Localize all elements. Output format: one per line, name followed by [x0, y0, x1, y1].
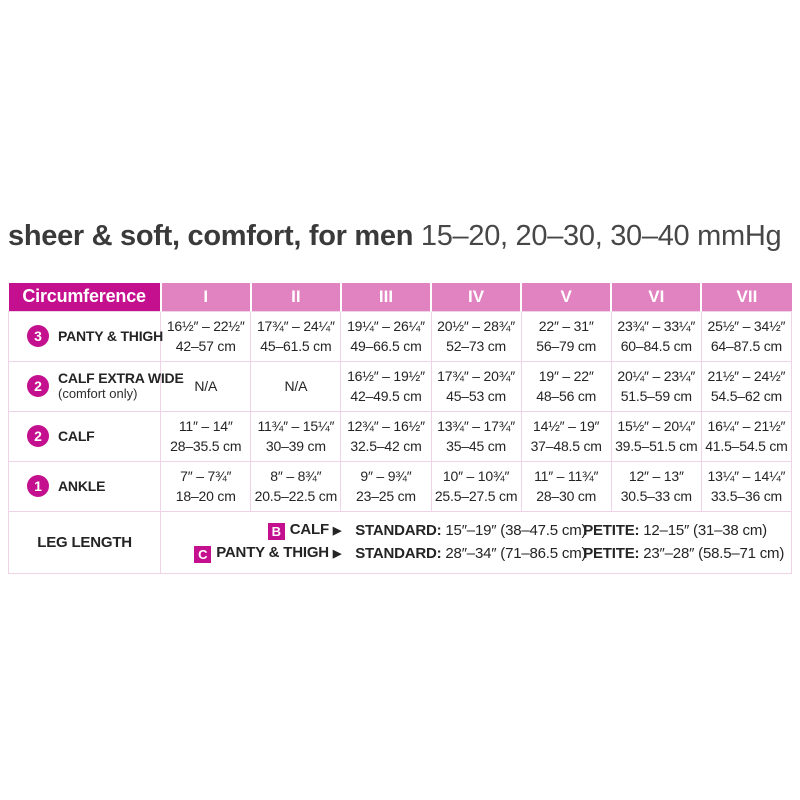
- inch-range: 13¼″ – 14¼″: [707, 467, 786, 484]
- header-col-5: V: [521, 283, 611, 311]
- cm-range: 30.5–33 cm: [620, 488, 692, 504]
- cm-range: 20.5–22.5 cm: [254, 488, 338, 504]
- size-cell: [251, 361, 341, 411]
- inch-range: N/A: [194, 377, 218, 394]
- standard-label: STANDARD:: [355, 522, 442, 539]
- size-cell: [341, 361, 431, 411]
- row-calf: [9, 411, 792, 461]
- size-cell: [431, 411, 521, 461]
- product-name: sheer & soft, comfort, for men: [8, 220, 414, 252]
- cm-range: 32.5–42 cm: [350, 438, 422, 454]
- size-cell: [701, 461, 791, 511]
- size-cell: [341, 461, 431, 511]
- arrow-right-icon: ▶: [332, 525, 342, 537]
- size-cell: [251, 411, 341, 461]
- calf-petite: [569, 522, 785, 539]
- cm-range: 28–30 cm: [536, 488, 597, 504]
- header-col-2: II: [251, 283, 341, 311]
- inch-range: 7″ – 7¾″: [180, 467, 232, 484]
- calf-name: CALF: [289, 521, 329, 538]
- row-calf-extra-wide: [9, 361, 792, 411]
- leg-length-cell: [161, 511, 792, 573]
- row-label-cell: [9, 361, 184, 411]
- header-col-3: III: [341, 283, 431, 311]
- size-cell: [341, 311, 431, 361]
- inch-range: 12″ – 13″: [628, 467, 684, 484]
- leg-length-calf-line: [161, 521, 785, 540]
- cm-range: 56–79 cm: [536, 338, 597, 354]
- cm-range: 64–87.5 cm: [710, 338, 782, 354]
- badge-1-icon: 1: [27, 475, 49, 497]
- cm-range: 18–20 cm: [175, 488, 236, 504]
- page-title: [8, 220, 798, 253]
- cm-range: 51.5–59 cm: [620, 388, 692, 404]
- inch-range: 15½″ – 20¼″: [617, 417, 696, 434]
- row-label-cell: [9, 411, 161, 461]
- inch-range: 9″ – 9¾″: [360, 467, 412, 484]
- size-cell: [161, 311, 251, 361]
- size-cell: [251, 461, 341, 511]
- size-cell: [431, 311, 521, 361]
- leg-length-calf-name: [161, 521, 341, 540]
- cm-range: 42–49.5 cm: [350, 388, 422, 404]
- badge-2-icon: 2: [27, 425, 49, 447]
- cm-range: 30–39 cm: [265, 438, 326, 454]
- cm-range: 48–56 cm: [536, 388, 597, 404]
- standard-value: 28″–34″ (71–86.5 cm): [445, 545, 587, 562]
- cm-range: 23–25 cm: [356, 488, 416, 504]
- inch-range: 20½″ – 28¾″: [437, 317, 515, 334]
- inch-range: 17¾″ – 20¾″: [437, 367, 515, 384]
- inch-range: 12¾″ – 16½″: [347, 417, 425, 434]
- size-cell: [341, 411, 431, 461]
- size-chart-table: [8, 283, 792, 574]
- inch-range: 8″ – 8¾″: [270, 467, 322, 484]
- inch-range: 16¼″ – 21½″: [707, 417, 786, 434]
- leg-length-panty-line: [161, 544, 785, 563]
- cm-range: 25.5–27.5 cm: [434, 488, 518, 504]
- size-cell: [701, 411, 791, 461]
- header-col-7: VII: [701, 283, 791, 311]
- cm-range: 54.5–62 cm: [710, 388, 782, 404]
- inch-range: 17¾″ – 24¼″: [256, 317, 335, 334]
- cm-range: 45–53 cm: [446, 388, 507, 404]
- inch-range: 19¼″ – 26¼″: [347, 317, 425, 334]
- panty-petite: [569, 545, 785, 562]
- size-cell: [161, 411, 251, 461]
- size-cell: [431, 461, 521, 511]
- row-panty-thigh: [9, 311, 792, 361]
- row-sublabel: (comfort only): [58, 385, 138, 401]
- size-cell: [251, 311, 341, 361]
- inch-range: 22″ – 31″: [538, 317, 594, 334]
- cm-range: 39.5–51.5 cm: [615, 438, 698, 454]
- inch-range: 16½″ – 22½″: [166, 317, 245, 334]
- leg-length-label: LEG LENGTH: [9, 511, 161, 573]
- cm-range: 41.5–54.5 cm: [705, 438, 788, 454]
- petite-label: PETITE:: [583, 545, 640, 562]
- cm-range: 45–61.5 cm: [260, 338, 332, 354]
- cm-range: 42–57 cm: [175, 338, 236, 354]
- header-col-6: VI: [611, 283, 701, 311]
- cm-range: 28–35.5 cm: [170, 438, 242, 454]
- cm-range: 60–84.5 cm: [620, 338, 692, 354]
- size-cell: [701, 311, 791, 361]
- row-leg-length: [9, 511, 792, 573]
- inch-range: 14½″ – 19″: [533, 417, 600, 434]
- row-ankle: [9, 461, 792, 511]
- compression-ranges: 15–20, 20–30, 30–40 mmHg: [420, 220, 782, 252]
- inch-range: 11″ – 14″: [178, 417, 233, 434]
- size-cell: [701, 361, 791, 411]
- size-cell: [521, 411, 611, 461]
- size-cell: [431, 361, 521, 411]
- size-cell: [521, 311, 611, 361]
- size-cell: [521, 461, 611, 511]
- size-cell: [521, 361, 611, 411]
- header-col-1: I: [161, 283, 251, 311]
- header-col-4: IV: [431, 283, 521, 311]
- inch-range: 19″ – 22″: [538, 367, 594, 384]
- badge-3-icon: 3: [27, 325, 49, 347]
- inch-range: 13¾″ – 17¾″: [437, 417, 515, 434]
- header-circumference: Circumference: [9, 283, 161, 311]
- cm-range: 37–48.5 cm: [530, 438, 602, 454]
- row-label-cell: [9, 461, 161, 511]
- row-label: PANTY & THIGH: [58, 327, 163, 344]
- inch-range: 20¼″ – 23¼″: [617, 367, 696, 384]
- size-cell: [611, 461, 701, 511]
- size-cell: [161, 461, 251, 511]
- cm-range: 33.5–36 cm: [710, 488, 782, 504]
- row-label: CALF: [58, 427, 95, 444]
- row-label: CALF EXTRA WIDE: [58, 370, 184, 387]
- standard-value: 15″–19″ (38–47.5 cm): [445, 522, 587, 539]
- calf-standard: [341, 522, 587, 539]
- cm-range: 49–66.5 cm: [350, 338, 422, 354]
- inch-range: 21½″ – 24½″: [707, 367, 786, 384]
- arrow-right-icon: ▶: [332, 548, 342, 560]
- row-label: ANKLE: [58, 477, 106, 494]
- badge-b-icon: B: [268, 523, 285, 540]
- petite-label: PETITE:: [583, 522, 640, 539]
- inch-range: N/A: [284, 377, 308, 394]
- size-cell: [611, 311, 701, 361]
- leg-length-panty-name: [161, 544, 341, 563]
- inch-range: 11¾″ – 15¼″: [257, 417, 335, 434]
- standard-label: STANDARD:: [355, 545, 442, 562]
- inch-range: 25½″ – 34½″: [707, 317, 786, 334]
- cm-range: 35–45 cm: [446, 438, 507, 454]
- row-label-cell: [9, 311, 161, 361]
- inch-range: 16½″ – 19½″: [347, 367, 425, 384]
- cm-range: 52–73 cm: [446, 338, 507, 354]
- panty-standard: [341, 545, 587, 562]
- size-cell: [611, 411, 701, 461]
- inch-range: 10″ – 10¾″: [442, 467, 510, 484]
- inch-range: 11″ – 11¾″: [534, 467, 599, 484]
- badge-c-icon: C: [194, 546, 211, 563]
- size-cell: [611, 361, 701, 411]
- petite-value: 12–15″ (31–38 cm): [643, 522, 767, 539]
- badge-2-icon: 2: [27, 375, 49, 397]
- header-row: [9, 283, 792, 311]
- petite-value: 23″–28″ (58.5–71 cm): [643, 545, 785, 562]
- panty-thigh-name: PANTY & THIGH: [216, 544, 329, 561]
- inch-range: 23¾″ – 33¼″: [617, 317, 696, 334]
